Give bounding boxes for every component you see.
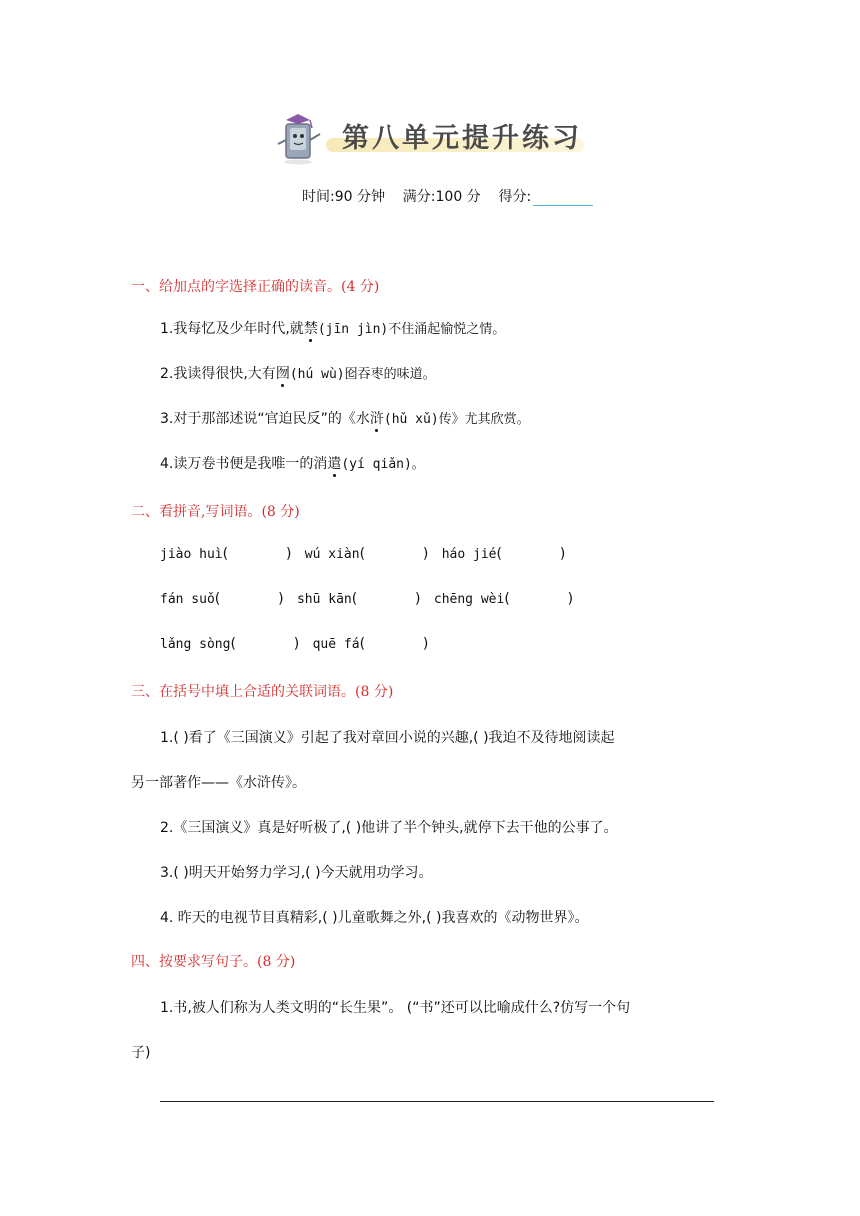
section-3-heading: 三、在括号中填上合适的关联词语。(8 分) (131, 684, 394, 700)
s4-question-1-line-2: 子) (131, 1045, 151, 1061)
full-score-label: 满分:100 分 (402, 189, 481, 205)
s1-question-3: 3.对于那部述说“官迫民反”的《水浒(hǔ xǔ)传》尤其欣赏。 (160, 408, 530, 428)
s3-question-3: 3.( )明天开始努力学习,( )今天就用功学习。 (160, 865, 433, 881)
book-mascot-icon (272, 110, 336, 166)
s4-question-1-line-1: 1.书,被人们称为人类文明的“长生果”。 (“书”还可以比喻成什么?仿写一个句 (160, 1000, 631, 1016)
pinyin-row-3: lǎng sòng( ) quē fá( ) (160, 636, 429, 652)
section-2-heading: 二、看拼音,写词语。(8 分) (131, 504, 300, 520)
title-banner (272, 110, 592, 166)
section-1-heading: 一、给加点的字选择正确的读音。(4 分) (131, 279, 380, 295)
s3-question-1-line-2: 另一部著作——《水浒传》。 (131, 775, 306, 791)
page-title: 第八单元提升练习 (342, 123, 582, 154)
s3-question-4: 4. 昨天的电视节目真精彩,( )儿童歌舞之外,( )我喜欢的《动物世界》。 (160, 910, 589, 926)
s3-question-2: 2.《三国演义》真是好听极了,( )他讲了半个钟头,就停下去干他的公事了。 (160, 820, 618, 836)
score-blank[interactable] (533, 189, 593, 206)
pinyin-row-2: fán suǒ( ) shū kān( ) chēng wèi( ) (160, 591, 574, 607)
s1-question-1: 1.我每忆及少年时代,就禁(jīn jìn)不住涌起愉悦之情。 (160, 318, 505, 338)
pinyin-row-1: jiào huì( ) wú xiàn( ) háo jié( ) (160, 546, 566, 562)
s1-question-4: 4.读万卷书便是我唯一的消遣(yí qiǎn)。 (160, 453, 425, 473)
exam-meta (302, 186, 593, 206)
score-label: 得分: (498, 189, 532, 205)
section-4-heading: 四、按要求写句子。(8 分) (131, 954, 296, 970)
s3-question-1-line-1: 1.( )看了《三国演义》引起了我对章回小说的兴趣,( )我迫不及待地阅读起 (160, 730, 615, 746)
s1-question-2: 2.我读得很快,大有囫(hú wù)囵吞枣的味道。 (160, 363, 436, 383)
answer-line[interactable] (160, 1101, 714, 1102)
time-label: 时间:90 分钟 (302, 189, 385, 205)
